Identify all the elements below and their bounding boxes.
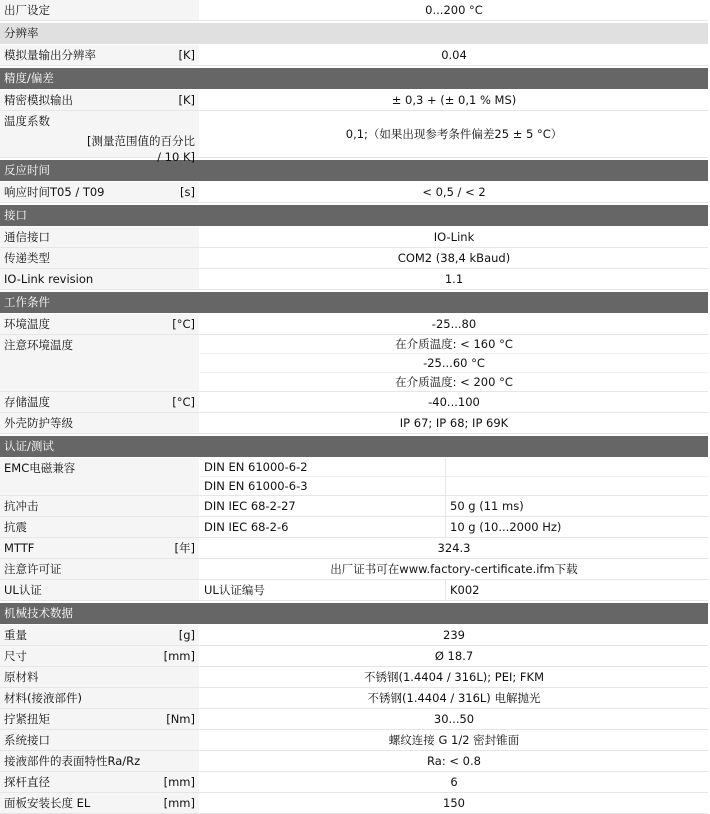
row-value: 螺纹连接 G 1/2 密封锥面 [388,733,520,747]
row-value: < 0,5 / < 2 [422,185,486,199]
row-label: 拧紧扭矩 [4,712,50,726]
row-label-cell [0,538,200,558]
row-label-cell [0,227,200,247]
spec-row-factory-setting [0,0,708,21]
row-value: 1.1 [444,272,464,286]
section-header-response: 反应时间 [0,160,708,181]
row-label: MTTF [4,541,35,555]
row-value: 30...50 [433,712,475,726]
row-label: 精密模拟输出 [4,93,73,107]
row-label-cell [0,392,200,412]
row-value: 324.3 [437,541,471,555]
spec-row-transmission-type [0,248,708,269]
row-value-line: -25...60 °C [200,354,708,373]
section-header-accuracy: 精度/偏差 [0,68,708,89]
spec-row-mechanical [0,772,708,793]
row-label: 尺寸 [4,649,27,663]
row-label-cell [0,248,200,268]
row-value: -25...80 [431,317,477,331]
section-header-approvals: 认证/测试 [0,436,708,457]
spec-row-mechanical [0,793,708,814]
row-value: 6 [450,775,458,789]
spec-row-certificate-note [0,559,708,580]
row-value: COM2 (38,4 kBaud) [397,251,511,265]
row-value-split [200,496,708,516]
spec-row-ambient-temp [0,314,708,335]
row-value-line: 在介质温度: < 200 °C [395,375,513,389]
row-value: IO-Link [433,230,475,244]
spec-row-vibration [0,517,708,538]
row-value-stack [200,335,708,391]
row-unit: [s] [180,185,195,199]
row-label-cell [0,0,200,20]
row-label: IO-Link revision [4,272,94,286]
row-label: 外壳防护等级 [4,416,73,430]
spec-row-temp-coefficient [0,111,708,164]
row-label-cell [0,688,200,708]
spec-row-mechanical [0,709,708,730]
vibration-standard: DIN IEC 68-2-6 [200,517,446,537]
row-label: 响应时间T05 / T09 [4,185,105,199]
row-label-cell [0,111,200,164]
row-label-cell [0,559,200,579]
row-label-cell [0,314,200,334]
shock-value: 50 g (11 ms) [450,499,524,513]
row-value-split [200,517,708,537]
row-label: EMC电磁兼容 [4,461,76,475]
row-label: 注意环境温度 [4,338,73,352]
row-unit: [mm] [163,796,195,810]
row-value: 不锈钢(1.4404 / 316L); PEI; FKM [364,670,544,684]
row-value: 239 [443,628,465,642]
row-unit: [K] [178,48,195,62]
row-label-cell [0,793,200,813]
spec-row-ul [0,580,708,601]
row-unit: [Nm] [166,712,195,726]
row-label-cell [0,646,200,666]
row-label: 存储温度 [4,395,50,409]
row-label: 接液部件的表面特性Ra/Rz [4,754,141,768]
row-label-cell [0,269,200,289]
spec-row-mechanical [0,625,708,646]
row-unit: [K] [178,93,195,107]
emc-detail [446,458,708,476]
section-header-interface: 接口 [0,205,708,226]
row-value: 0...200 °C [425,3,483,17]
spec-row-ambient-note [0,335,708,392]
section-header-operating: 工作条件 [0,292,708,313]
row-value: 不锈钢(1.4404 / 316L) 电解抛光 [367,691,541,705]
row-label: 抗震 [4,520,27,534]
row-label: 出厂设定 [4,3,50,17]
row-label: 模拟量输出分辨率 [4,48,96,62]
mechanical-rows [0,625,708,814]
certificate-link-text: 出厂证书可在www.factory-certificate.ifm下载 [330,562,578,576]
row-label: 传递类型 [4,251,50,265]
row-label: 注意许可证 [4,562,62,576]
row-label-cell [0,413,200,433]
row-label: 重量 [4,628,27,642]
row-value: 0.04 [441,48,467,62]
spec-row-mechanical [0,730,708,751]
spec-row-storage-temp [0,392,708,413]
row-value: Ø 18.7 [434,649,474,663]
row-unit: [g] [178,628,195,642]
row-label-cell [0,496,200,516]
section-header-resolution: 分辨率 [0,23,708,44]
emc-line [200,477,708,495]
row-label: 材料(接液部件) [4,691,82,705]
row-label: 通信接口 [4,230,50,244]
row-value-split [200,580,708,600]
spec-row-mechanical [0,751,708,772]
spec-row-mechanical [0,688,708,709]
row-label: 面板安装长度 EL [4,796,91,810]
row-label: 温度系数 [4,114,50,128]
row-label-cell [0,751,200,771]
row-unit: [年] [174,541,195,555]
row-label: 抗冲击 [4,499,39,513]
row-label-cell [0,45,200,65]
row-label-cell [0,580,200,600]
shock-standard: DIN IEC 68-2-27 [200,496,446,516]
row-value: 150 [443,796,465,810]
row-label: 系统接口 [4,733,50,747]
row-value: ± 0,3 + (± 0,1 % MS) [391,93,517,107]
spec-row-analog-resolution [0,45,708,66]
row-label: 环境温度 [4,317,50,331]
spec-row-shock [0,496,708,517]
row-value: Ra: < 0.8 [427,754,481,768]
row-label: UL认证 [4,583,42,597]
emc-standard: DIN EN 61000-6-3 [200,477,446,495]
emc-detail [446,477,708,495]
row-label-cell [0,335,200,391]
spec-row-mttf [0,538,708,559]
row-unit: [mm] [163,775,195,789]
spec-row-emc [0,458,708,496]
spec-row-response-time [0,182,708,203]
row-value: -40...100 [428,395,480,409]
row-label-cell [0,772,200,792]
row-label: 原材料 [4,670,39,684]
section-header-mechanical: 机械技术数据 [0,603,708,624]
spec-row-protection [0,413,708,434]
spec-row-mechanical [0,667,708,688]
row-label-cell [0,730,200,750]
row-label-cell [0,709,200,729]
row-value-line: 在介质温度: < 160 °C [200,335,708,354]
spec-row-mechanical [0,646,708,667]
spec-row-iolink-revision [0,269,708,290]
spec-row-accuracy [0,90,708,111]
row-label-cell [0,458,200,495]
vibration-value: 10 g (10...2000 Hz) [450,520,562,534]
row-label-cell [0,625,200,645]
row-unit: [测量范围值的百分比 / 10 K] [87,134,195,164]
ul-number-label: UL认证编号 [200,580,446,600]
row-label-cell [0,182,200,202]
row-value-stack [200,458,708,495]
row-value: 0,1;（如果出现参考条件偏差25 ± 5 °C） [345,127,563,141]
ul-number-value: K002 [450,583,480,597]
row-label-cell [0,90,200,110]
row-unit: [mm] [163,649,195,663]
emc-line [200,458,708,477]
row-unit: [°C] [172,317,195,331]
row-value: IP 67; IP 68; IP 69K [399,416,509,430]
row-unit: [°C] [172,395,195,409]
row-label-cell [0,517,200,537]
row-label-cell [0,667,200,687]
emc-standard: DIN EN 61000-6-2 [200,458,446,476]
spec-row-comm-interface [0,227,708,248]
row-label: 探杆直径 [4,775,50,789]
